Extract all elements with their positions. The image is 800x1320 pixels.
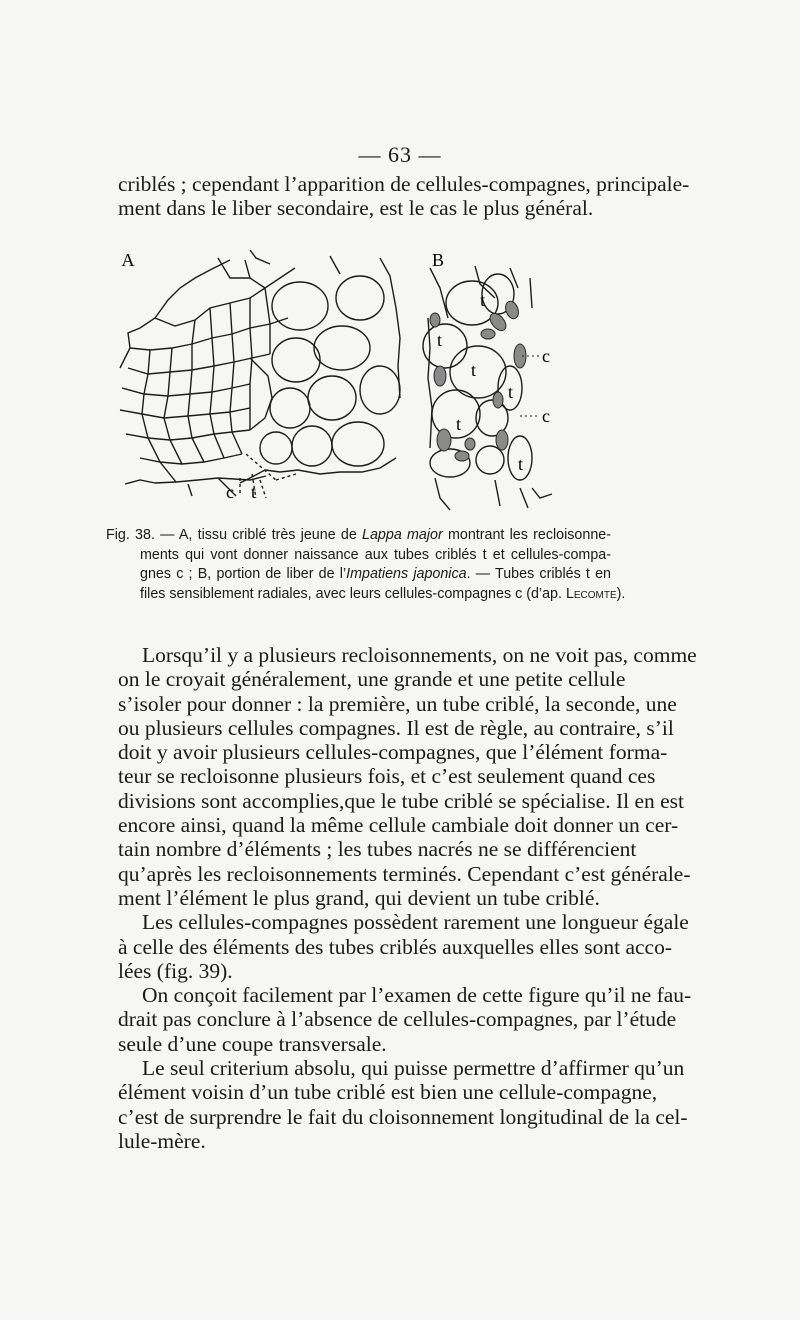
text-line: doit y avoir plusieurs cellules-compagnes, que l’élément forma- bbox=[118, 740, 668, 765]
text-line: lées (fig. 39). bbox=[118, 958, 233, 983]
text-line: Le seul criterium absolu, qui puisse permettre d’affirmer qu’un bbox=[142, 1056, 685, 1081]
text-line: à celle des éléments des tubes criblés auxquelles elles sont acco- bbox=[118, 934, 673, 959]
page-number: — 63 — bbox=[358, 142, 442, 167]
author-name: Lecomte bbox=[565, 585, 617, 602]
caption-line: Fig. 38. — A, tissu criblé très jeune de Lappa major montrant les recloisonne- bbox=[106, 527, 611, 543]
panel-b-label-t5: t bbox=[456, 414, 462, 434]
text-line: c’est de surprendre le fait du cloisonnement longitudinal de la cel- bbox=[118, 1104, 688, 1129]
panel-b-label-t3: t bbox=[471, 360, 477, 380]
panel-a-label-t: t bbox=[251, 482, 257, 502]
text-line: lule-mère. bbox=[118, 1128, 206, 1153]
species-name: Lappa major bbox=[362, 527, 443, 543]
panel-b-label-c2: c bbox=[542, 406, 550, 426]
text-line: Les cellules-compagnes possèdent rarement une longueur égale bbox=[142, 910, 689, 935]
body-paragraphs bbox=[118, 643, 697, 1153]
figure-number: Fig. 38. bbox=[106, 527, 155, 543]
panel-a-label-c: c bbox=[226, 482, 234, 502]
panel-b-label-t2: t bbox=[437, 330, 443, 350]
panel-b-label-t4: t bbox=[508, 382, 514, 402]
text-line: Lorsqu’il y a plusieurs recloisonnements, on ne voit pas, comme bbox=[142, 643, 697, 667]
species-name: Impatiens japonica bbox=[346, 566, 467, 583]
text-line: teur se recloisonne plusieurs fois, et c’est seulement quand ces bbox=[118, 764, 656, 789]
panel-b-label-t1: t bbox=[480, 290, 486, 310]
text-line: drait pas conclure à l’absence de cellules-compagnes, par l’étude bbox=[118, 1007, 677, 1032]
botanical-figure bbox=[100, 248, 560, 516]
panel-b-cells bbox=[423, 266, 552, 510]
text-line: ment dans le liber secondaire, est le cas le plus général. bbox=[118, 196, 594, 221]
text-line: s’isoler pour donner : la première, un tube criblé, la seconde, une bbox=[118, 691, 677, 716]
text-line: divisions sont accomplies,que le tube criblé se spécialise. Il en est bbox=[118, 788, 685, 813]
panel-b-label-c1: c bbox=[542, 346, 550, 366]
text-line: ment l’élément le plus grand, qui devient un tube criblé. bbox=[118, 885, 600, 910]
panel-a-cells bbox=[100, 248, 400, 498]
text-line: criblés ; cependant l’apparition de cellules-compagnes, principale- bbox=[118, 172, 690, 196]
text-line: élément voisin d’un tube criblé est bien une cellule-compagne, bbox=[118, 1080, 658, 1105]
text-line: qu’après les recloisonnements terminés. Cependant c’est générale- bbox=[118, 861, 691, 886]
panel-b-label-t6: t bbox=[518, 454, 524, 474]
text-line: on le croyait généralement, une grande et une petite cellule bbox=[118, 667, 626, 692]
text-line: encore ainsi, quand la même cellule cambiale doit donner un cer- bbox=[118, 813, 679, 838]
text-line: ou plusieurs cellules compagnes. Il est de règle, au contraire, s’il bbox=[118, 715, 674, 740]
text-line: On conçoit facilement par l’examen de cette figure qu’il ne fau- bbox=[142, 983, 692, 1008]
caption-line: gnes c ; B, portion de liber de l’Impatiens japonica. — Tubes criblés t en bbox=[140, 566, 612, 583]
cell-tissue-illustration bbox=[100, 248, 560, 516]
panel-b-label: B bbox=[431, 250, 445, 270]
caption-line: ments qui vont donner naissance aux tubes criblés t et cellules-compa- bbox=[140, 546, 611, 563]
caption-line: files sensiblement radiales, avec leurs cellules-compagnes c (d’ap. Lecomte). bbox=[140, 585, 626, 602]
text-line: tain nombre d’éléments ; les tubes nacrés ne se différencient bbox=[118, 837, 637, 862]
text-line: seule d’une coupe transversale. bbox=[118, 1031, 387, 1056]
panel-a-label: A bbox=[121, 250, 135, 270]
intro-paragraph bbox=[118, 172, 690, 221]
figure-caption bbox=[106, 526, 626, 604]
